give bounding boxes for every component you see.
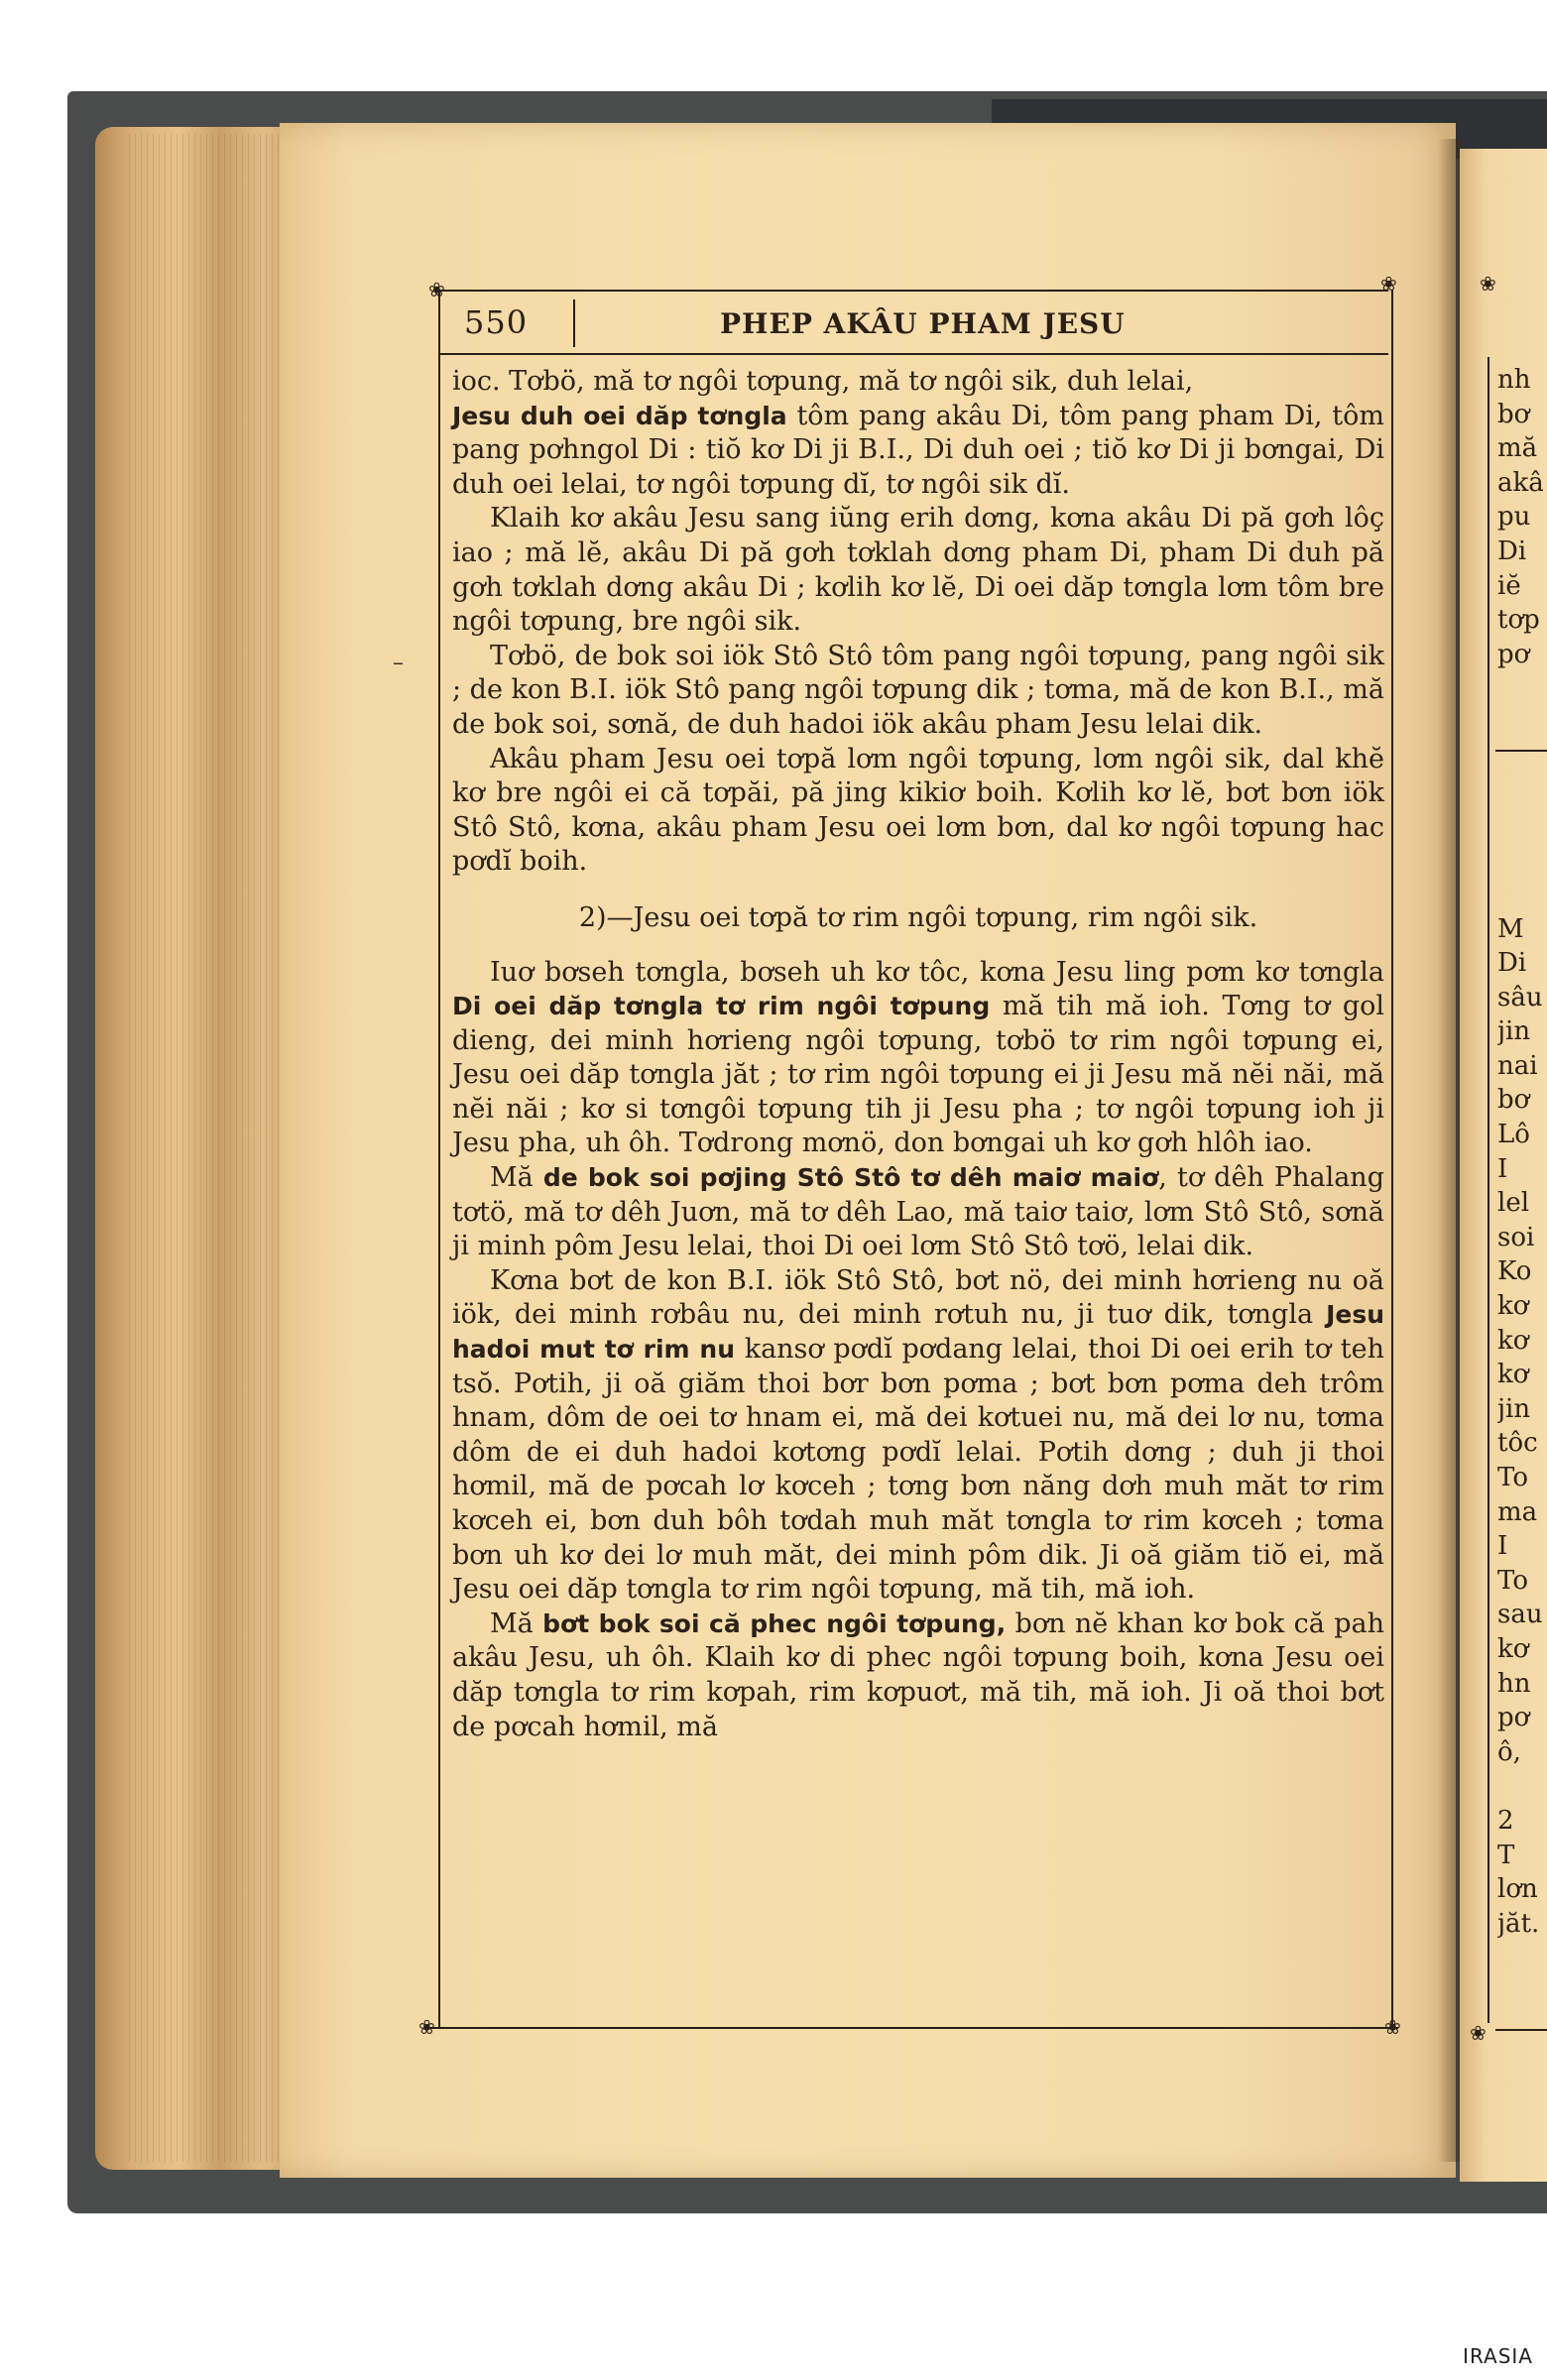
corner-ornament-top-left: ❀ (428, 278, 445, 301)
paragraph-5-bold: Di oei dăp tơngla tơ rim ngôi tơpung (452, 992, 991, 1021)
paragraph-2: Klaih kơ akâu Jesu sang iŭng erih dơng, kơna akâu Di pă gơh lôç iao ; mă lĕ, akâu Di pă gơh tơklah dơng pham Di, pham Di duh pă gơh tơklah dơng akâu Di ; kơlih kơ lĕ, Di oei dăp tơngla lơm tôm bre ngôi tơpung, bre ngôi sik. (452, 503, 1384, 638)
paragraph-8-text-a: Mă (490, 1607, 543, 1639)
next-page-line: 2 (1497, 1805, 1514, 1836)
frame-right (1391, 290, 1393, 2027)
next-page-line (1497, 774, 1547, 809)
next-page-line: kơ (1497, 1325, 1529, 1356)
frame-bottom (428, 2027, 1398, 2029)
next-page-line: jăt. (1497, 1908, 1540, 1939)
frame-left (438, 290, 440, 2027)
next-page-line: kơ (1497, 1291, 1529, 1322)
next-page-line: I (1497, 1531, 1508, 1562)
next-page-line: pu (1497, 502, 1531, 533)
next-page-line: nai (1497, 1050, 1538, 1081)
next-page-line: soi (1497, 1222, 1535, 1252)
next-page-line: bơ (1497, 399, 1530, 429)
corner-ornament-bottom-left: ❀ (418, 2015, 435, 2039)
paragraph-6 (452, 1161, 1384, 1264)
corner-ornament-bottom-right: ❀ (1384, 2015, 1401, 2039)
next-page-line: Di (1497, 536, 1527, 566)
next-page-column (1497, 363, 1547, 1941)
frame-top (438, 290, 1388, 292)
paragraph-1-text-b: tôm pang akâu Di, tôm pang pham Di, tôm pang pơhngol Di : tiŏ kơ Di ji B.I., Di duh oei ; tiŏ kơ Di ji bơngai, Di duh oei lelai, tơ ngôi tơpung dĭ, tơ ngôi sik dĭ. (452, 400, 1384, 500)
next-page-line: kơ (1497, 1360, 1529, 1390)
next-page-line: bơ (1497, 1085, 1530, 1116)
next-page-line: T (1497, 1840, 1515, 1870)
next-page-line: sâu (1497, 982, 1543, 1012)
next-page-line: I (1497, 1153, 1508, 1184)
section-heading: 2)—Jesu oei tơpă tơ rim ngôi tơpung, rim ngôi sik. (578, 901, 1258, 933)
next-page-line (1497, 671, 1547, 706)
next-page-line (1497, 741, 1547, 775)
next-page-line: lơn (1497, 1874, 1538, 1905)
next-page-line: jin (1497, 1016, 1531, 1047)
next-page-line: Di (1497, 948, 1527, 979)
next-page-line: iĕ (1497, 570, 1521, 601)
running-title: PHEP AKÂU PHAM JESU (720, 307, 1126, 340)
corner-ornament-top-right: ❀ (1380, 272, 1397, 296)
page-edge-lines (129, 134, 298, 2162)
watermark: IRASIA (1463, 2344, 1533, 2368)
next-page-line: Ko (1497, 1256, 1532, 1287)
next-page-line: hn (1497, 1668, 1531, 1699)
paragraph-7-text-b: kansơ pơdĭ pơdang lelai, thoi Di oei erih tơ teh tsŏ. Pơtih, ji oă giăm thoi bơr bơn pơma ; bơt bơn pơma deh trôm hnam, dôm de oei tơ hnam ei, mă dei kơtuei nu, mă dei lơ nu, tơma dôm de ei duh hadoi kơtơng pơdĭ lelai. Pơtih dơng ; duh ji thoi hơmil, mă de pơcah lơ kơceh ; tơng bơn năng dơh muh măt tơ rim kơceh ei, bơn duh bôh tơdah muh măt tơngla tơ rim kơceh ; tơma bơn uh kơ dei lơ muh măt, dei minh pôm dik. Ji oă giăm tiŏ ei, mă Jesu oei dăp tơngla tơ rim ngôi tơpung, mă tih, mă ioh. (452, 1334, 1384, 1606)
paragraph-6-text-b: , tơ dêh Phalang tơtö, mă tơ dêh Juơn, mă tơ dêh Lao, mă taiơ taiơ, lơm Stô Stô, sơnă ji minh pôm Jesu lelai, thoi Di oei lơm Stô Stô tơö, lelai dik. (452, 1162, 1384, 1262)
next-page-left-rule (1488, 357, 1489, 2023)
next-page-line: ma (1497, 1496, 1538, 1527)
next-page-line: sau (1497, 1600, 1543, 1630)
margin-mark: – (393, 651, 404, 675)
paragraph-5 (452, 956, 1384, 1162)
page-body (452, 365, 1384, 1744)
next-page-line: tơp (1497, 605, 1540, 636)
next-page-rule-2 (1495, 2029, 1547, 2031)
next-page-line: To (1497, 1565, 1528, 1596)
next-page-line (1497, 809, 1547, 844)
paragraph-8-text-b: bơn nĕ khan kơ bok că pah akâu Jesu, uh ôh. Klaih kơ di phec ngôi tơpung boih, kơna Jesu oei dăp tơngla tơ rim kơpah, rim kơpuơt, mă tih, mă ioh. Ji oă thoi bơt de pơcah hơmil, mă (452, 1607, 1384, 1742)
next-page-line: jin (1497, 1393, 1531, 1424)
next-page-line (1497, 843, 1547, 878)
header-separator (573, 299, 575, 347)
next-page-line: tôc (1497, 1428, 1538, 1459)
next-page-line: pơ (1497, 1703, 1530, 1733)
next-page-line: kơ (1497, 1633, 1529, 1664)
next-page-line: pơ (1497, 639, 1530, 669)
page-number: 550 (464, 303, 529, 341)
frame-header-rule (438, 353, 1388, 355)
next-page-line: nh (1497, 365, 1531, 395)
paragraph-1-text-a: ioc. Tơbö, mă tơ ngôi tơpung, mă tơ ngôi sik, duh lelai, (452, 366, 1194, 397)
next-page-line (1497, 878, 1547, 912)
next-page-line (1497, 706, 1547, 741)
paragraph-4: Akâu pham Jesu oei tơpă lơm ngôi tơpung, lơm ngôi sik, dal khĕ kơ bre ngôi ei că tơpăi, pă jing kikiơ boih. Kơlih kơ lĕ, bơt bơn iök Stô Stô, kơna, akâu pham Jesu oei lơm bơn, dal kơ ngôi tơpung hac pơdĭ boih. (452, 743, 1384, 878)
gutter-shadow (1438, 139, 1460, 2162)
next-page-line: akâ (1497, 467, 1544, 498)
next-page-line: M (1497, 913, 1524, 944)
paragraph-6-text-a: Mă (490, 1162, 543, 1194)
next-page-line: To (1497, 1463, 1528, 1492)
next-page-line: ô, (1497, 1736, 1521, 1767)
paragraph-1-bold: Jesu duh oei dăp tơngla (452, 401, 787, 430)
paragraph-7-text-a: Kơna bơt de kon B.I. iök Stô Stô, bơt nö, dei minh hơrieng nu oă iök, dei minh rơbâu nu, dei minh rơtuh nu, ji tuơ dik, tơngla (452, 1264, 1384, 1331)
paragraph-1 (452, 365, 1384, 502)
next-page-line: Lô (1497, 1120, 1530, 1150)
paragraph-8 (452, 1607, 1384, 1744)
next-page-line (1497, 1769, 1547, 1804)
corner-ornament-next-page: ❀ (1480, 272, 1496, 296)
paragraph-5-text-b: mă tih mă ioh. Tơng tơ gol dieng, dei minh hơrieng ngôi tơpung, tơbö tơ rim ngôi tơpung ei, Jesu oei dăp tơngla jăt ; tơ rim ngôi tơpung ei ji Jesu mă nĕi năi, mă nĕi năi ; kơ si tơngôi tơpung tih ji Jesu pha ; tơ ngôi tơpung ioh ji Jesu pha, uh ôh. Tơdrong mơnö, don bơngai uh kơ gơh hlôh iao. (452, 991, 1384, 1159)
corner-ornament-next-page-bottom: ❀ (1470, 2021, 1487, 2045)
paragraph-5-text-a: Iuơ bơseh tơngla, bơseh uh kơ tôc, kơna Jesu ling pơm kơ tơngla (490, 956, 1384, 988)
paragraph-7-bold: Jesu hadoi mut tơ rim nu (452, 1300, 1384, 1365)
paragraph-6-bold: de bok soi pơjing Stô Stô tơ dêh maiơ maiơ (542, 1163, 1159, 1193)
paragraph-7 (452, 1264, 1384, 1607)
next-page-line: mă (1497, 433, 1538, 464)
paragraph-3: Tơbö, de bok soi iök Stô Stô tôm pang ngôi tơpung, pang ngôi sik ; de kon B.I. iök Stô pang ngôi tơpung dik ; tơma, mă de kon B.I., mă de bok soi, sơnă, de duh hadoi iök akâu pham Jesu lelai dik. (452, 640, 1384, 740)
paragraph-8-bold: bơt bok soi că phec ngôi tơpung, (542, 1608, 1007, 1638)
next-page-line: lel (1497, 1188, 1530, 1219)
page-header (464, 303, 1398, 345)
